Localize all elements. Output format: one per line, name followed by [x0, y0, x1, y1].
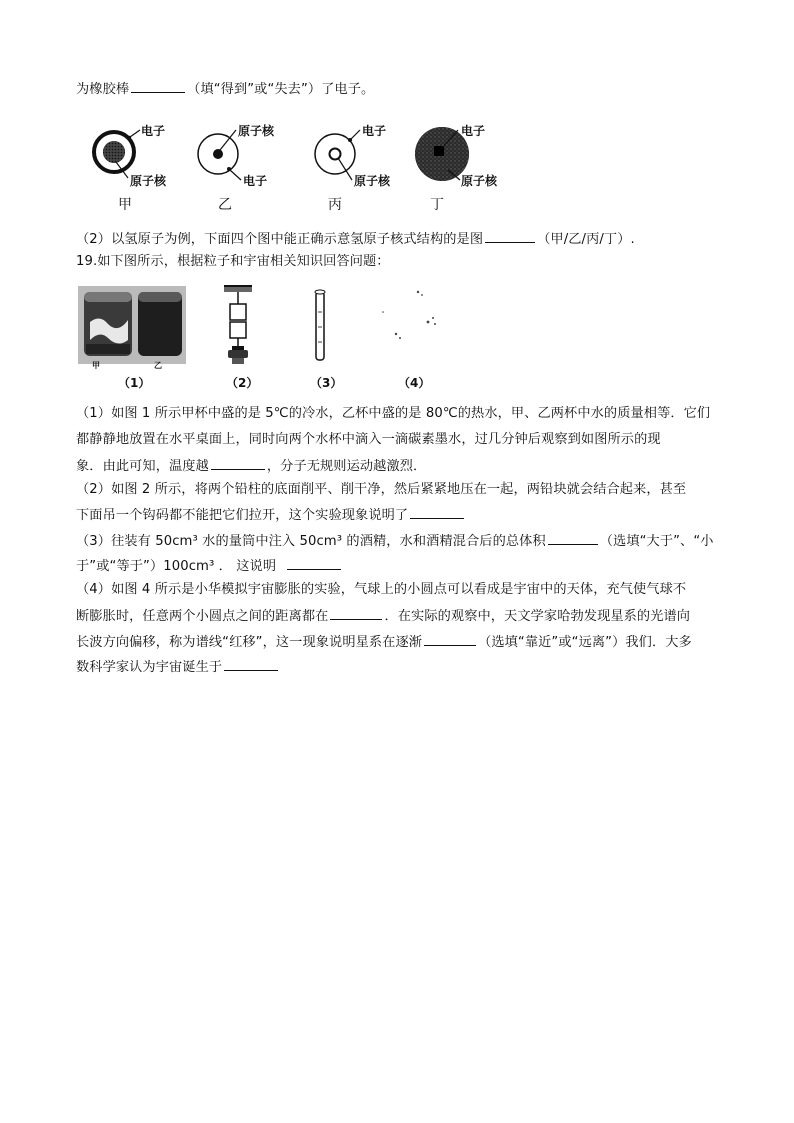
label-nucleus: 原子核 — [238, 124, 275, 138]
part-3-line-2: 于”或“等于”）100cm³ ． 这说明 — [76, 555, 343, 577]
label-electron: 电子 — [141, 124, 166, 138]
label-nucleus: 原子核 — [354, 174, 391, 188]
balloon-dots-figure — [382, 291, 436, 339]
answer-blank[interactable] — [548, 530, 598, 545]
caption-fig-3: （3） — [310, 376, 343, 390]
part-4-line-4: 数科学家认为宇宙诞生于 — [76, 656, 280, 678]
question-19-title: 19.如下图所示，根据粒子和宇宙相关知识回答问题： — [76, 254, 390, 269]
answer-blank[interactable] — [330, 605, 382, 620]
measuring-cylinder-figure — [315, 290, 325, 360]
lead-columns-figure — [224, 286, 252, 364]
answer-blank[interactable] — [224, 656, 278, 671]
answer-blank[interactable] — [211, 455, 265, 470]
caption-jia: 甲 — [118, 197, 132, 213]
answer-blank[interactable] — [410, 504, 464, 519]
answer-blank[interactable] — [131, 78, 185, 93]
answer-blank[interactable] — [424, 631, 476, 646]
answer-blank[interactable] — [287, 555, 341, 570]
label-electron: 电子 — [362, 124, 387, 138]
label-nucleus: 原子核 — [130, 174, 167, 188]
caption-fig-4: （4） — [398, 376, 431, 390]
atom-diagram-yi — [198, 130, 241, 180]
caption-bing: 丙 — [328, 197, 342, 213]
part-2-line-2: 下面吊一个钩码都不能把它们拉开，这个实验现象说明了 — [76, 504, 466, 526]
part-4-line-3: 长波方向偏移，称为谱线“红移”，这一现象说明星系在逐渐 （选填“靠近”或“远离”）我们．大多 — [76, 631, 692, 653]
part-3-line-1: （3）往装有 50cm³ 水的量筒中注入 50cm³ 的酒精，水和酒精混合后的总体积 （选填“大于”、“小 — [76, 530, 714, 552]
label-electron: 电子 — [461, 124, 486, 138]
part-1-line-3: 象．由此可知，温度越 ，分子无规则运动越激烈． — [76, 455, 426, 477]
atom-diagram-jia — [94, 130, 140, 178]
cup-label-yi: 乙 — [154, 361, 162, 370]
caption-fig-2: （2） — [226, 376, 259, 390]
text-line-1: 为橡胶棒 （填“得到”或“失去”）了电子。 — [76, 78, 374, 100]
cup-label-jia: 甲 — [92, 361, 100, 370]
part-4-line-2: 断膨胀时，任意两个小圆点之间的距离都在 ．在实际的观察中，天文学家哈勃发现星系的光谱向 — [76, 605, 690, 627]
caption-ding: 丁 — [430, 197, 444, 213]
part-1-line-1: （1）如图 1 所示甲杯中盛的是 5℃的冷水，乙杯中盛的是 80℃的热水，甲、乙两杯中水的质量相等．它们 — [76, 406, 711, 421]
caption-yi: 乙 — [218, 197, 232, 213]
label-electron: 电子 — [243, 174, 268, 188]
part-2-line-1: （2）如图 2 所示，将两个铅柱的底面削平、削干净，然后紧紧地压在一起，两铅块就会结合起来，甚至 — [76, 482, 687, 497]
part-1-line-2: 都静静地放置在水平桌面上，同时向两个水杯中滴入一滴碳素墨水，过几分钟后观察到如图所示的现 — [76, 432, 661, 447]
atom-structure-figures — [78, 112, 510, 214]
label-nucleus: 原子核 — [461, 174, 498, 188]
answer-blank[interactable] — [485, 228, 535, 243]
caption-fig-1: （1） — [118, 376, 151, 390]
question-2-line: （2）以氢原子为例，下面四个图中能正确示意氢原子核式结构的是图 （甲/乙/丙/丁）. — [76, 228, 635, 250]
experiment-figures — [78, 282, 438, 392]
cups-figure — [78, 286, 186, 364]
part-4-line-1: （4）如图 4 所示是小华模拟宇宙膨胀的实验，气球上的小圆点可以看成是宇宙中的天体，充气使气球不 — [76, 582, 687, 597]
